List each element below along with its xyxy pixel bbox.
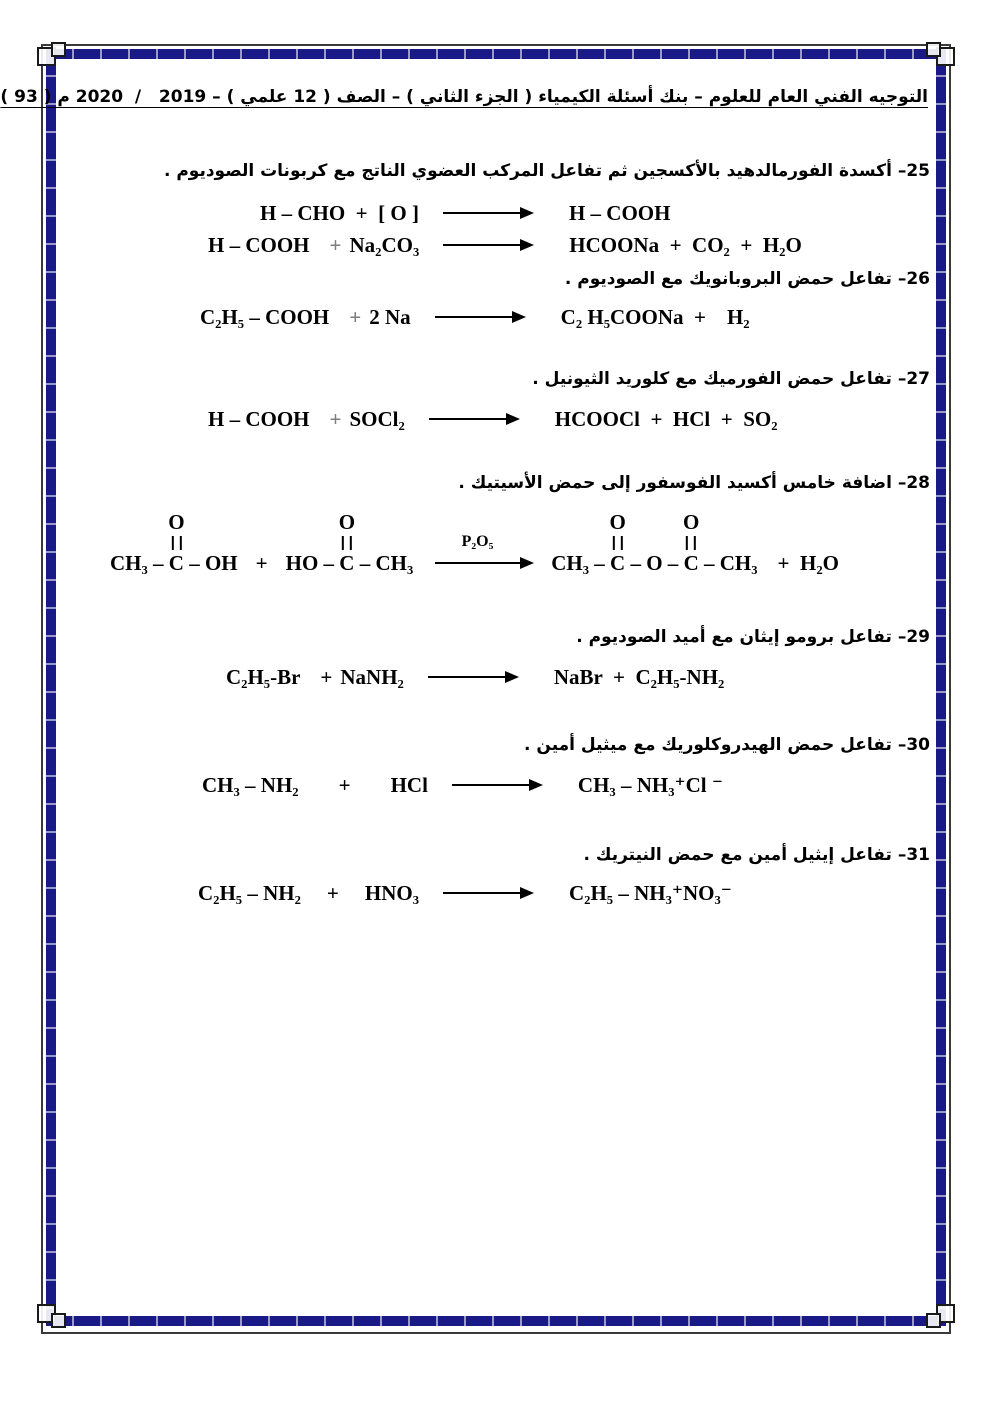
frame-band-left (46, 49, 56, 1326)
acetic-acid-formula: HO – O C – CH₃ (285, 510, 414, 575)
equation-row-26 (200, 302, 932, 332)
rhs-formula: HCOOCl + HCl + SO₂ (554, 407, 778, 431)
oxygen-atom: O (168, 510, 185, 535)
rhs-formula: H – COOH (568, 201, 671, 225)
reactant-formula: SOCl₂ (349, 407, 405, 431)
double-bond-icon (171, 536, 181, 550)
rhs-formula: C₂ H₅COONa + H₂ (560, 305, 750, 329)
rhs-formula: C₂H₅ – NH₃⁺NO₃⁻ (569, 881, 732, 905)
rhs-formula: HCOONa + CO₂ + H₂O (569, 233, 802, 257)
reactant-formula: HCl (390, 773, 428, 797)
question-29-label: 29– تفاعل برومو إيثان مع أميد الصوديوم . (576, 627, 930, 647)
lhs-formula: H – COOH (208, 407, 310, 431)
catalyst-label: P₂O₅ (461, 533, 494, 551)
plus-sign: + (255, 551, 268, 575)
question-31-label: 31– تفاعل إيثيل أمين مع حمض النيتريك . (583, 845, 930, 865)
question-27-label: 27– تفاعل حمض الفورميك مع كلوريد الثيونيل . (532, 369, 930, 389)
reaction-arrow-icon (429, 418, 517, 421)
equation-row-29 (226, 662, 932, 692)
corner-ornament-icon (37, 1302, 67, 1330)
rhs-formula: NaBr + C₂H₅-NH₂ (553, 665, 725, 689)
anhydride-formula: CH₃ – O C – O – O C – CH₃ (551, 510, 758, 575)
equation-row-28 (110, 510, 932, 578)
equation-row-30 (202, 770, 932, 800)
carbonyl-group (609, 512, 625, 550)
equation-row-27 (208, 404, 932, 434)
page-title: التوجيه الفني العام للعلوم – بنك أسئلة الكيمياء ( الجزء الثاني ) – الصف ( 12 علمي ) – 2019 / 2020 م ( 93 ) (0, 87, 928, 107)
carbonyl-group (339, 512, 355, 550)
lhs-formula: H – CHO + [ O ] (260, 201, 419, 225)
plus-sign: + (349, 305, 362, 329)
reaction-arrow-icon (428, 676, 516, 679)
document-body (0, 60, 932, 908)
equation-row-31 (198, 878, 932, 908)
frame-band-bottom (46, 1316, 946, 1326)
plus-sign: + (329, 407, 342, 431)
carbonyl-group (168, 512, 184, 550)
reaction-arrow-icon (435, 316, 523, 319)
carbonyl-group (683, 512, 699, 550)
equation-row-25a (260, 198, 932, 228)
oxygen-atom: O (682, 510, 700, 535)
plus-sign: + (338, 773, 351, 797)
question-25-label: 25– أكسدة الفورمالدهيد بالأكسجين ثم تفاعل المركب العضوي الناتج مع كربونات الصوديوم . (163, 161, 930, 181)
question-28-label: 28– اضافة خامس أكسيد الفوسفور إلى حمض الأسيتيك . (458, 473, 930, 493)
plus-sign: + (326, 881, 339, 905)
water-term: + H₂O (777, 551, 839, 575)
plus-sign: + (320, 665, 333, 689)
frame-band-right (936, 49, 946, 1326)
reaction-arrow-icon (435, 533, 531, 565)
reaction-arrow-icon (443, 244, 531, 247)
lhs-formula: C₂H₅ – COOH (200, 305, 330, 329)
oxygen-atom: O (609, 510, 626, 535)
corner-ornament-icon (925, 1302, 955, 1330)
reactant-formula: Na₂CO₃ (349, 233, 420, 257)
double-bond-icon (686, 536, 696, 550)
lhs-formula: C₂H₅ – NH₂ (198, 881, 301, 905)
reaction-arrow-icon (443, 892, 531, 895)
lhs-formula: CH₃ – NH₂ (202, 773, 299, 797)
equation-row-25b (208, 230, 932, 260)
lhs-formula: H – COOH (208, 233, 310, 257)
oxygen-atom: O (338, 510, 356, 535)
reaction-arrow-icon (452, 784, 540, 787)
reactant-formula: HNO₃ (364, 881, 419, 905)
acetic-acid-formula: CH₃ – O C – OH (110, 510, 238, 575)
double-bond-icon (342, 536, 352, 550)
reactant-formula: 2 Na (369, 305, 411, 329)
reactant-formula: NaNH₂ (340, 665, 404, 689)
rhs-formula: CH₃ – NH₃⁺Cl ⁻ (577, 773, 723, 797)
plus-sign: + (329, 233, 342, 257)
lhs-formula: C₂H₅-Br (226, 665, 301, 689)
question-26-label: 26– تفاعل حمض البروبانويك مع الصوديوم . (564, 269, 930, 289)
double-bond-icon (613, 536, 623, 550)
frame-band-top (46, 49, 946, 59)
question-30-label: 30– تفاعل حمض الهيدروكلوريك مع ميثيل أمين . (524, 735, 930, 755)
reaction-arrow-icon (443, 212, 531, 215)
